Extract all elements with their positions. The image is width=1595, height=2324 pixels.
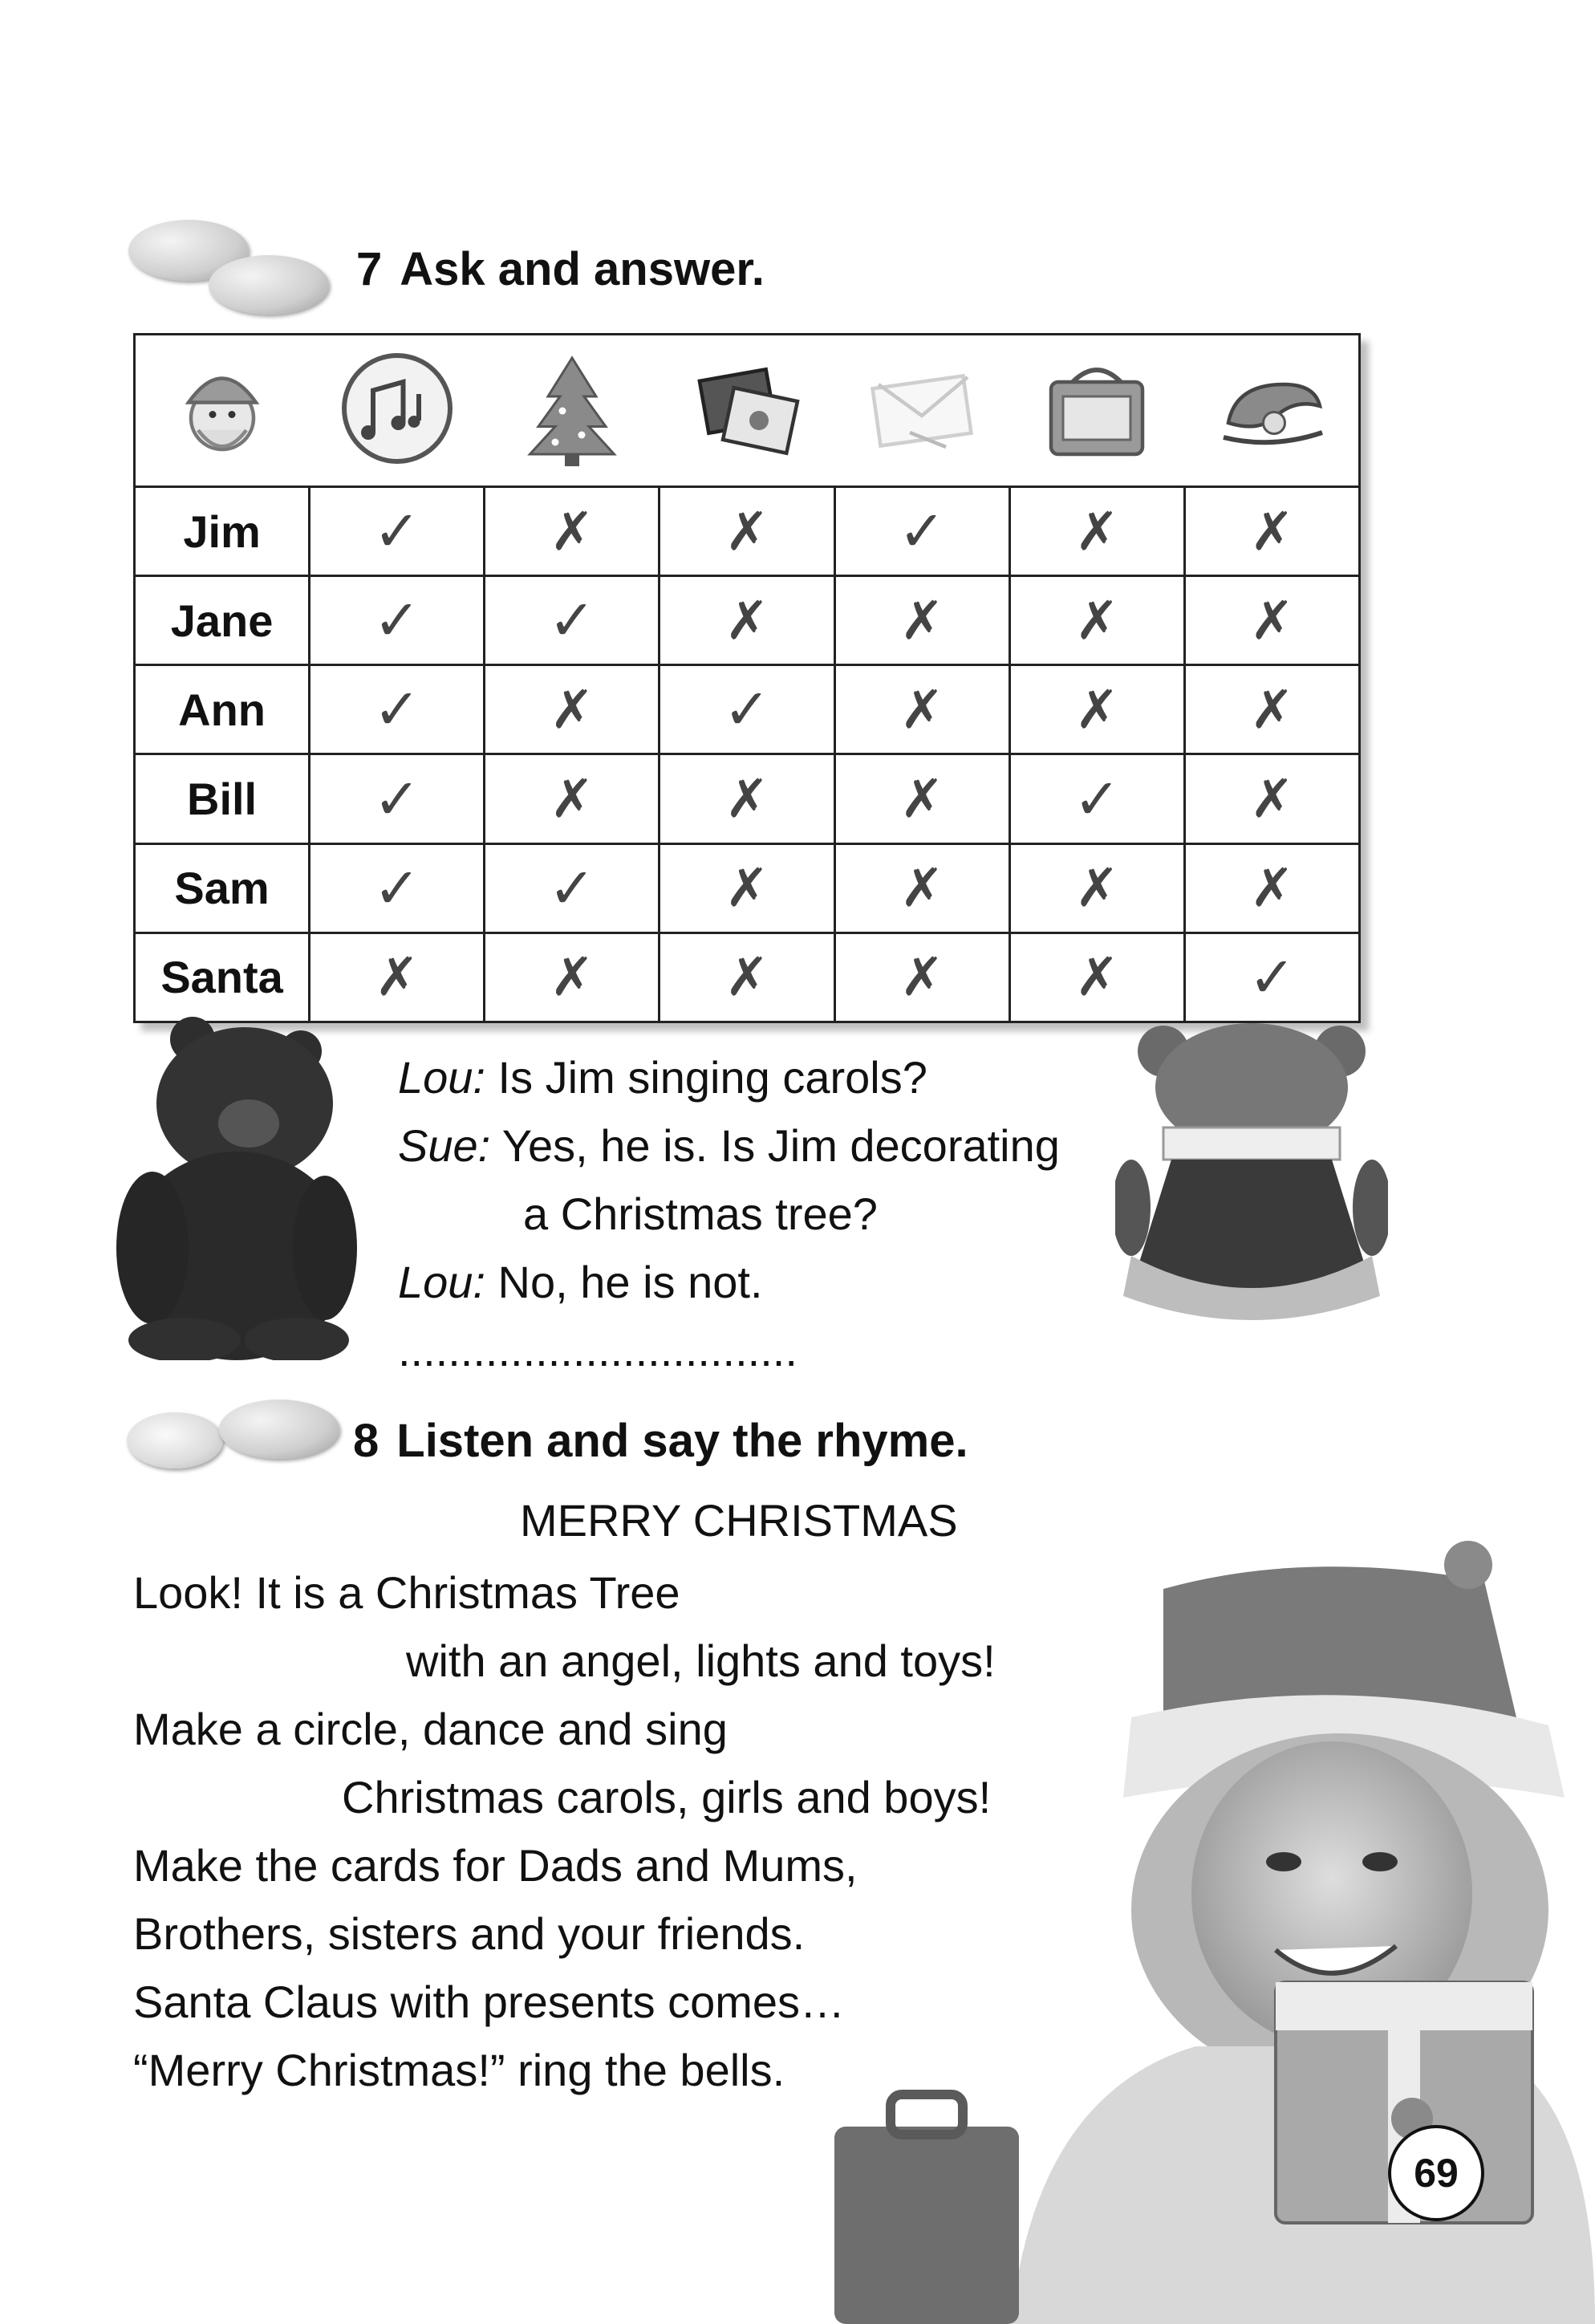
mark-cell	[1184, 843, 1359, 932]
letter-envelope-icon	[862, 348, 982, 469]
activity-table	[133, 333, 1361, 1023]
mark: ✗	[1249, 500, 1295, 563]
rhyme-line	[133, 1627, 996, 1695]
mark: ✗	[899, 768, 944, 831]
header-icon-cell	[485, 335, 660, 487]
mark: ✓	[373, 676, 421, 743]
rhyme-line-text: Brothers, sisters and your friends.	[133, 1908, 806, 1959]
mark: ✗	[1074, 678, 1119, 741]
mark: ✗	[1249, 589, 1295, 652]
mark-cell	[660, 665, 834, 754]
dialogue-line	[398, 1180, 1060, 1248]
speaker: Lou:	[398, 1052, 485, 1103]
rhyme-line	[133, 1831, 996, 1899]
mark: ✓	[1073, 766, 1121, 832]
mark: ✗	[1249, 678, 1295, 741]
mark-cell	[834, 932, 1009, 1022]
dialogue-text: a Christmas tree?	[523, 1188, 878, 1239]
table-row	[135, 843, 1360, 932]
header-icon-cell	[1009, 335, 1184, 487]
row-name: Ann	[135, 665, 310, 754]
mark-cell	[485, 754, 660, 843]
mark: ✗	[724, 857, 769, 920]
mark-cell	[660, 843, 834, 932]
rhyme-block	[133, 1490, 996, 2104]
page-number: 69	[1388, 2125, 1484, 2221]
exercise-title-text: Listen and say the rhyme.	[396, 1415, 968, 1467]
mark-cell	[834, 576, 1009, 665]
speech-bubbles-icon	[127, 1388, 343, 1493]
table-row	[135, 754, 1360, 843]
mark: ✗	[724, 946, 769, 1009]
exercise-title-text: Ask and answer.	[400, 243, 765, 295]
dialogue-line	[398, 1111, 1060, 1180]
mark: ✗	[1249, 857, 1295, 920]
mark-cell	[660, 932, 834, 1022]
mark: ✗	[899, 589, 944, 652]
teddy-bear-image	[96, 1007, 369, 1360]
mark: ✗	[1074, 946, 1119, 1009]
mark-cell	[834, 665, 1009, 754]
christmas-cards-icon	[687, 348, 807, 469]
sleigh-icon	[1211, 348, 1332, 469]
mark-cell	[1184, 576, 1359, 665]
rhyme-line-text: “Merry Christmas!” ring the bells.	[133, 2045, 785, 2095]
mark-cell	[485, 932, 660, 1022]
mark: ✗	[375, 946, 420, 1009]
header-icon-cell	[660, 335, 834, 487]
mark-cell	[1009, 754, 1184, 843]
mark: ✗	[899, 946, 944, 1009]
mark-cell	[485, 486, 660, 575]
mark-cell	[834, 843, 1009, 932]
mark-cell	[660, 754, 834, 843]
exercise-number: 8	[353, 1415, 379, 1467]
mark: ✗	[724, 500, 769, 563]
mark-cell	[1009, 843, 1184, 932]
doll-bear-image	[1115, 1015, 1388, 1336]
rhyme-line	[133, 1968, 996, 2036]
mark: ✗	[550, 946, 595, 1009]
exercise-number: 7	[356, 243, 383, 295]
rhyme-line-text: Santa Claus with presents comes…	[133, 1977, 846, 2027]
mark-cell	[660, 486, 834, 575]
mark-cell	[310, 754, 485, 843]
mark-cell	[834, 486, 1009, 575]
mark-cell	[1009, 576, 1184, 665]
mark-cell	[1184, 486, 1359, 575]
exercise-7-title	[356, 242, 765, 296]
mark: ✗	[550, 500, 595, 563]
mark-cell	[485, 843, 660, 932]
mark: ✓	[723, 676, 771, 743]
mark-cell	[1009, 486, 1184, 575]
mark-cell	[834, 754, 1009, 843]
mark: ✗	[550, 678, 595, 741]
header-icon-cell	[1184, 335, 1359, 487]
mark-cell	[310, 486, 485, 575]
dialogue-answer-blank	[398, 1316, 1060, 1384]
mark: ✓	[898, 498, 946, 565]
dialogue-text: ................................	[398, 1325, 798, 1375]
mark-cell	[310, 843, 485, 932]
mark: ✓	[373, 498, 421, 565]
mark: ✓	[373, 587, 421, 654]
header-icon-cell	[834, 335, 1009, 487]
rhyme-line-text: Make the cards for Dads and Mums,	[133, 1840, 858, 1891]
mark: ✗	[899, 857, 944, 920]
rhyme-line-text: Look! It is a Christmas Tree	[133, 1567, 680, 1618]
dialogue-text: Is Jim singing carols?	[485, 1052, 927, 1103]
mark: ✗	[1249, 768, 1295, 831]
santa-icon	[162, 348, 282, 469]
table-row	[135, 665, 1360, 754]
table-row	[135, 576, 1360, 665]
mark: ✗	[724, 768, 769, 831]
header-icon-cell	[135, 335, 310, 487]
header-icon-cell	[310, 335, 485, 487]
gift-box-icon	[1037, 348, 1157, 469]
dialogue-line	[398, 1043, 1060, 1111]
music-notes-icon	[337, 348, 457, 469]
mark-cell	[1184, 665, 1359, 754]
speaker: Sue:	[398, 1120, 491, 1171]
rhyme-line	[133, 1899, 996, 1968]
mark: ✗	[724, 589, 769, 652]
mark-cell	[1184, 932, 1359, 1022]
rhyme-line	[133, 1763, 996, 1831]
mark-cell	[485, 576, 660, 665]
row-name: Bill	[135, 754, 310, 843]
mark: ✓	[548, 855, 596, 921]
mark: ✗	[1074, 589, 1119, 652]
rhyme-line-text: with an angel, lights and toys!	[406, 1635, 996, 1686]
mark-cell	[1009, 665, 1184, 754]
icons-header-row	[135, 335, 1360, 487]
table-row	[135, 486, 1360, 575]
christmas-tree-icon	[512, 348, 632, 469]
row-name: Sam	[135, 843, 310, 932]
mark-cell	[310, 576, 485, 665]
mark: ✓	[548, 587, 596, 654]
mark: ✓	[373, 855, 421, 921]
rhyme-line	[133, 2036, 996, 2104]
speech-bubbles-icon	[128, 215, 337, 327]
rhyme-line-text: Christmas carols, girls and boys!	[342, 1772, 992, 1822]
row-name: Santa	[135, 932, 310, 1022]
dialogue-text: Yes, he is. Is Jim decorating	[490, 1120, 1060, 1171]
rhyme-title: MERRY CHRISTMAS	[520, 1495, 958, 1546]
mark: ✓	[1248, 944, 1296, 1010]
mark: ✓	[373, 766, 421, 832]
rhyme-line	[133, 1558, 996, 1627]
speaker: Lou:	[398, 1257, 485, 1307]
dialogue-block	[398, 1043, 1060, 1384]
mark: ✗	[1074, 500, 1119, 563]
dialogue-line	[398, 1248, 1060, 1316]
mark: ✗	[550, 768, 595, 831]
rhyme-line-text: Make a circle, dance and sing	[133, 1704, 728, 1754]
mark-cell	[660, 576, 834, 665]
rhyme-line	[133, 1695, 996, 1763]
mark-cell	[310, 665, 485, 754]
mark-cell	[1184, 754, 1359, 843]
dialogue-text: No, he is not.	[485, 1257, 763, 1307]
mark-cell	[1009, 932, 1184, 1022]
mark: ✗	[1074, 857, 1119, 920]
row-name: Jane	[135, 576, 310, 665]
mark-cell	[485, 665, 660, 754]
mark: ✗	[899, 678, 944, 741]
row-name: Jim	[135, 486, 310, 575]
exercise-8-title	[353, 1414, 968, 1468]
